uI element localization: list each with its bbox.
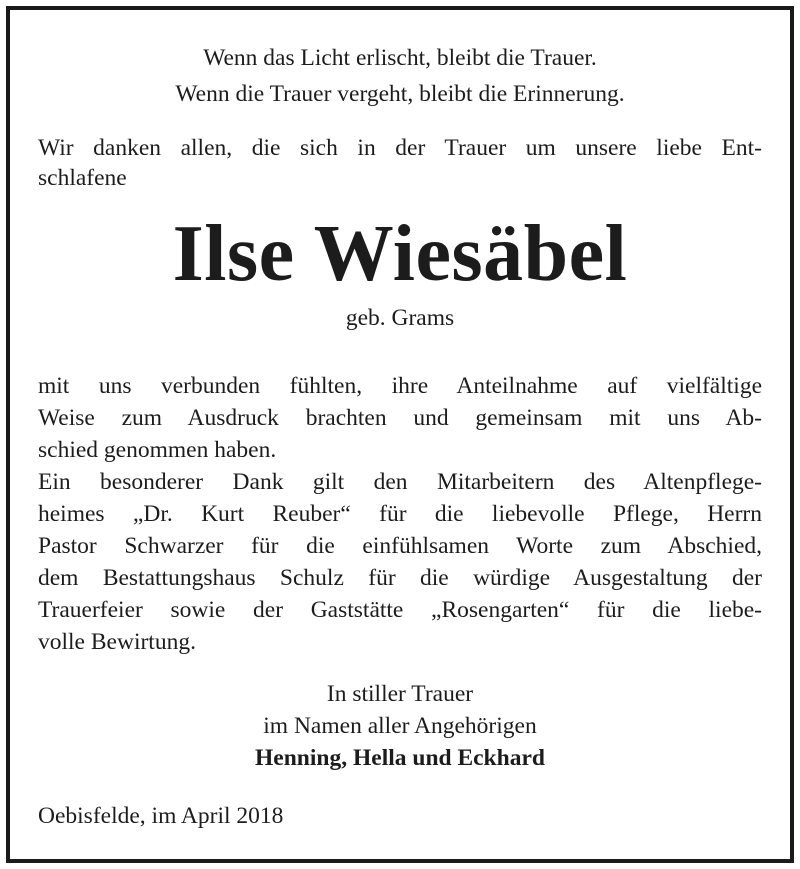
signature-line-2: im Namen aller Angehörigen bbox=[263, 713, 537, 739]
deceased-name: Ilse Wiesäbel bbox=[172, 210, 628, 298]
body-line: dem Bestattungshaus Schulz für die würdige Ausgestaltung der bbox=[38, 565, 762, 591]
body-line: volle Bewirtung. bbox=[38, 629, 196, 655]
body-line: Ein besonderer Dank gilt den Mitarbeitern des Altenpflege- bbox=[38, 469, 762, 495]
place-date: Oebisfelde, im April 2018 bbox=[38, 803, 284, 829]
signature-line-1: In stiller Trauer bbox=[326, 681, 474, 707]
motto-line-2: Wenn die Trauer vergeht, bleibt die Erinnerung. bbox=[175, 81, 625, 107]
body-line: Trauerfeier sowie der Gaststätte „Rosengarten“ für die liebe- bbox=[38, 597, 762, 623]
birth-name: geb. Grams bbox=[345, 305, 455, 331]
motto-line-1: Wenn das Licht erlischt, bleibt die Trauer. bbox=[203, 45, 597, 71]
intro-line-2: schlafene bbox=[38, 165, 127, 191]
intro-line-1: Wir danken allen, die sich in der Trauer um unsere liebe Ent- bbox=[38, 135, 762, 161]
body-line: schied genommen haben. bbox=[38, 437, 277, 463]
body-line: mit uns verbunden fühlten, ihre Anteilnahme auf vielfältige bbox=[38, 373, 762, 399]
body-line: Weise zum Ausdruck brachten und gemeinsam mit uns Ab- bbox=[38, 405, 762, 431]
signature-names: Henning, Hella und Eckhard bbox=[255, 745, 545, 771]
obituary-card bbox=[6, 6, 794, 863]
body-line: heimes „Dr. Kurt Reuber“ für die liebevolle Pflege, Herrn bbox=[38, 501, 762, 527]
body-line: Pastor Schwarzer für die einfühlsamen Worte zum Abschied, bbox=[38, 533, 762, 559]
